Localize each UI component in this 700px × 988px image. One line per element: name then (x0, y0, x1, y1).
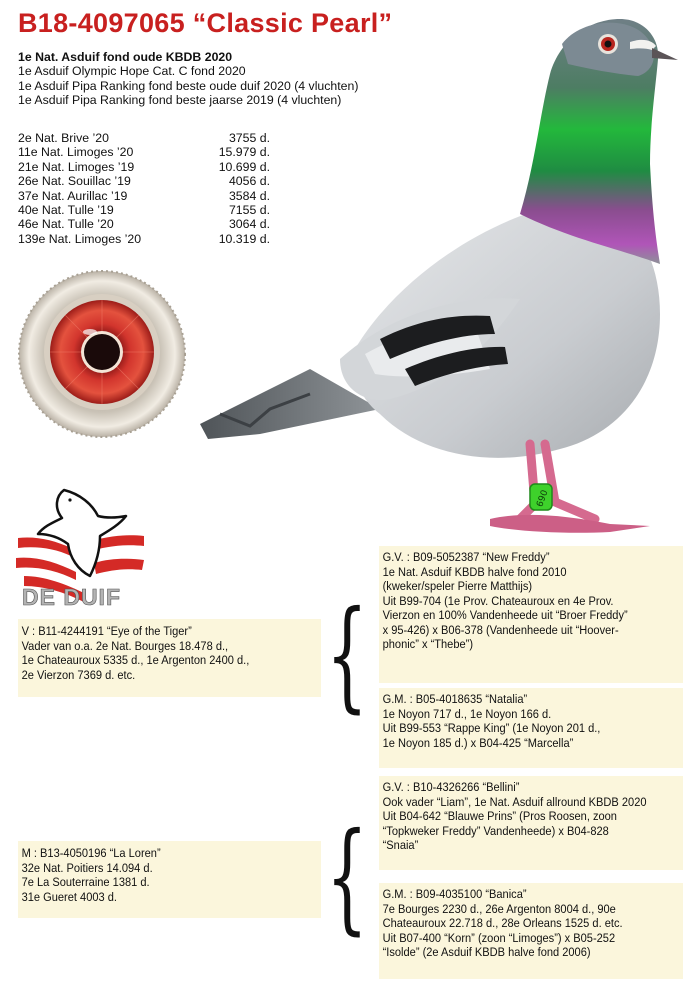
sire-gv-line: x 95-426) x B06-378 (Vandenheede uit “Hoover- (382, 622, 619, 637)
dam-line: 31e Gueret 4003 d. (21, 889, 117, 904)
dam-gv-line: “Snaia” (382, 838, 419, 852)
achievement-item: 1e Nat. Asduif fond oude KBDB 2020 (18, 50, 233, 64)
logo-text: DE DUIF (22, 584, 121, 610)
sire-brace: { (326, 586, 368, 725)
sire-gm-line: 1e Noyon 717 d., 1e Noyon 166 d. (382, 706, 552, 721)
result-race: 11e Nat. Limoges ’20 (18, 145, 134, 160)
dam-line: 7e La Souterraine 1381 d. (21, 875, 150, 889)
sire-box (18, 619, 321, 697)
result-birds: 15.979 d. (218, 145, 270, 160)
dam-gm-line: Chateauroux 22.718 d., 28e Orleans 1525 d. etc. (382, 916, 623, 930)
result-race: 139e Nat. Limoges ’20 (18, 231, 142, 246)
dam-gv-line: G.V. : B10-4326266 “Bellini” (382, 780, 520, 794)
sire-gv-line: Uit B99-704 (1e Prov. Chateauroux en 4e Prov. (382, 593, 614, 608)
sire-line: Vader van o.a. 2e Nat. Bourges 18.478 d., (21, 638, 229, 653)
page-title: B18-4097065 “Classic Pearl” (18, 8, 393, 38)
dam-gv-line: Ook vader “Liam”, 1e Nat. Asduif allround KBDB 2020 (382, 794, 647, 809)
dam-gm-line: G.M. : B09-4035100 “Banica” (382, 887, 527, 901)
dam-line: M : B13-4050196 “La Loren” (21, 846, 161, 860)
achievement-item: 1e Asduif Pipa Ranking fond beste jaarse 2019 (4 vluchten) (18, 93, 342, 108)
dam-grandfather-box (379, 776, 683, 870)
dam-box (18, 841, 321, 918)
result-race: 37e Nat. Aurillac ’19 (18, 188, 128, 203)
achievement-item: 1e Asduif Olympic Hope Cat. C fond 2020 (18, 64, 246, 79)
sire-gv-line: G.V. : B09-5052387 “New Freddy” (382, 550, 550, 564)
result-birds: 3584 d. (228, 188, 270, 203)
sire-line: V : B11-4244191 “Eye of the Tiger” (21, 624, 192, 638)
sire-line: 1e Chateauroux 5335 d., 1e Argenton 2400 d., (21, 653, 250, 667)
pigeon-photo (190, 14, 700, 544)
result-race: 2e Nat. Brive ’20 (18, 131, 109, 145)
result-race: 40e Nat. Tulle ’19 (18, 202, 114, 217)
sire-grandfather-box (379, 546, 683, 683)
dam-gv-line: Uit B04-642 “Blauwe Prins” (Pros Roosen, zoon (382, 809, 617, 823)
sire-gv-line: Vierzon en 100% Vandenheede uit “Broer Freddy” (382, 608, 628, 622)
sire-gm-line: Uit B99-553 “Rappe King” (1e Noyon 201 d., (382, 721, 601, 735)
sire-gm-line: 1e Noyon 185 d.) x B04-425 “Marcella” (382, 735, 574, 750)
result-birds: 10.319 d. (218, 231, 270, 246)
dam-gv-line: “Topkweker Freddy” Vandenheede) x B04-828 (382, 823, 609, 838)
result-birds: 4056 d. (228, 174, 270, 189)
dam-gm-line: 7e Bourges 2230 d., 26e Argenton 8004 d., 90e (382, 901, 616, 916)
pigeon-eye-photo (18, 270, 186, 438)
dam-line: 32e Nat. Poitiers 14.094 d. (21, 860, 153, 875)
dam-grandmother-box (379, 883, 683, 979)
dam-brace: { (326, 808, 368, 947)
result-birds: 3755 d. (228, 131, 270, 145)
sire-line: 2e Vierzon 7369 d. etc. (21, 667, 136, 682)
dam-gm-line: “Isolde” (2e Asduif KBDB halve fond 2006) (382, 945, 591, 959)
sire-gv-line: (kweker/speler Pierre Matthijs) (382, 579, 533, 593)
achievement-item: 1e Asduif Pipa Ranking fond beste oude duif 2020 (4 vluchten) (18, 78, 359, 93)
result-race: 21e Nat. Limoges ’19 (18, 159, 135, 174)
sire-gv-line: 1e Nat. Asduif KBDB halve fond 2010 (382, 564, 567, 579)
result-birds: 10.699 d. (218, 159, 270, 174)
sire-gm-line: G.M. : B05-4018635 “Natalia” (382, 692, 528, 706)
leg-ring-label: 690 (535, 488, 551, 509)
dam-gm-line: Uit B07-400 “Korn” (zoon “Limoges”) x B05-252 (382, 930, 616, 945)
result-birds: 7155 d. (228, 202, 270, 217)
sire-grandmother-box (379, 688, 683, 768)
result-race: 46e Nat. Tulle ’20 (18, 217, 114, 232)
result-birds: 3064 d. (228, 217, 270, 232)
result-race: 26e Nat. Souillac ’19 (18, 174, 131, 189)
sire-gv-line: phonic” x “Thebe”) (382, 637, 474, 651)
